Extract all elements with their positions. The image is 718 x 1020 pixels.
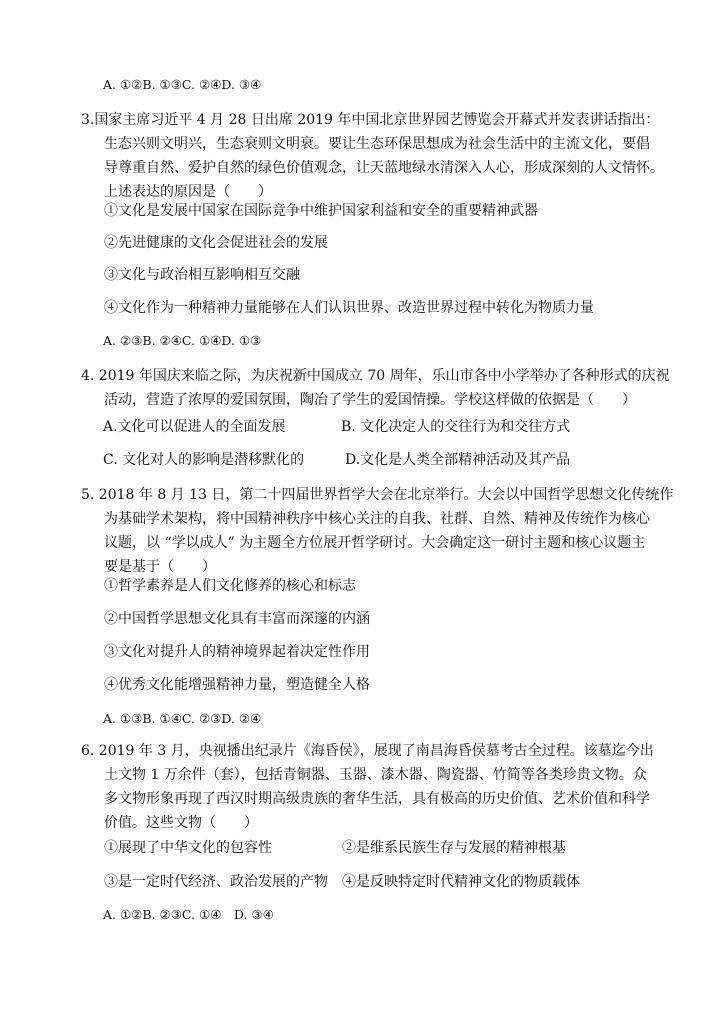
question-6-item-3: ③是一定时代经济、政治发展的产物: [104, 874, 328, 890]
question-6-item-4: ④是反映特定时代精神文化的物质载体: [342, 874, 580, 890]
question-3-item-4: ④文化作为一种精神力量能够在人们认识世界、改造世界过程中转化为物质力量: [104, 300, 594, 316]
question-5-item-3: ③文化对提升人的精神境界起着决定性作用: [104, 644, 370, 660]
question-4-choice-d: D.文化是人类全部精神活动及其产品: [345, 452, 571, 468]
question-6-stem-line-2: 土文物 1 万余件（套），包括青铜器、玉器、漆木器、陶瓷器、竹简等各类珍贵文物。众: [104, 767, 647, 783]
question-6-stem-line-4: 价值。这些文物（ ）: [104, 815, 258, 831]
question-3-stem-line-4: 上述表达的原因是（ ）: [104, 184, 272, 200]
question-5-stem-line-3: 议题，以 “学以成人” 为主题全方位展开哲学研讨。大会确定这一研讨主题和核心议题主: [104, 535, 646, 551]
question-5-stem-line-2: 为基础学术架构，将中国精神秩序中核心关注的自我、社群、自然、精神及传统作为核心: [104, 511, 650, 527]
question-4-stem-line-1: 4. 2019 年国庆来临之际，为庆祝新中国成立 70 周年，乐山市各中小学举办了各种形式的庆祝: [81, 368, 670, 384]
question-5-item-2: ②中国哲学思想文化具有丰富而深邃的内涵: [104, 611, 370, 627]
question-5-options: A. ①③B. ①④C. ②③D. ②④: [103, 711, 262, 726]
question-5-item-4: ④优秀文化能增强精神力量，塑造健全人格: [104, 677, 370, 693]
question-4-choice-b: B. 文化决定人的交往行为和交往方式: [341, 419, 571, 435]
question-3-item-3: ③文化与政治相互影响相互交融: [104, 267, 300, 283]
question-6-item-2: ②是维系民族生存与发展的精神根基: [342, 840, 566, 856]
question-5-item-1: ①哲学素养是人们文化修养的核心和标志: [104, 578, 356, 594]
question-3-stem-line-3: 导尊重自然、爱护自然的绿色价值观念，让天蓝地绿水清深入人心，形成深刻的人文情怀。: [104, 160, 664, 176]
question-3-options: A. ②③B. ②④C. ①④D. ①③: [103, 333, 262, 348]
question-4-choice-c: C. 文化对人的影响是潜移默化的: [103, 452, 305, 468]
question-3-stem-line-2: 生态兴则文明兴，生态衰则文明衰。要让生态环保思想成为社会生活中的主流文化，要倡: [104, 136, 650, 152]
prev-question-options: A. ①②B. ①③C. ②④D. ③④: [103, 77, 262, 92]
question-6-stem-line-1: 6. 2019 年 3 月，央视播出纪录片《海昏侯》，展现了南昌海昏侯墓考古全过程。该墓迄今出: [81, 743, 654, 759]
question-4-stem-line-2: 活动，营造了浓厚的爱国氛围，陶冶了学生的爱国情操。学校这样做的依据是（ ）: [104, 392, 636, 408]
question-6-stem-line-3: 多文物形象再现了西汉时期高级贵族的奢华生活，具有极高的历史价值、艺术价值和科学: [104, 791, 650, 807]
question-4-choice-a: A.文化可以促进人的全面发展: [103, 419, 286, 435]
question-6-options: A. ①②B. ②③C. ①④ D. ③④: [103, 907, 274, 922]
question-3-stem-line-1: 3.国家主席习近平 4 月 28 日出席 2019 年中国北京世界园艺博览会开幕式并发表讲话指出：: [81, 112, 660, 128]
question-3-item-1: ①文化是发展中国家在国际竞争中维护国家利益和安全的重要精神武器: [104, 203, 538, 219]
question-5-stem-line-1: 5. 2018 年 8 月 13 日，第二十四届世界哲学大会在北京举行。大会以中国哲学思想文化传统作: [81, 487, 674, 503]
question-3-item-2: ②先进健康的文化会促进社会的发展: [104, 235, 328, 251]
question-6-item-1: ①展现了中华文化的包容性: [104, 840, 272, 856]
question-5-stem-line-4: 要是基于（ ）: [104, 559, 216, 575]
